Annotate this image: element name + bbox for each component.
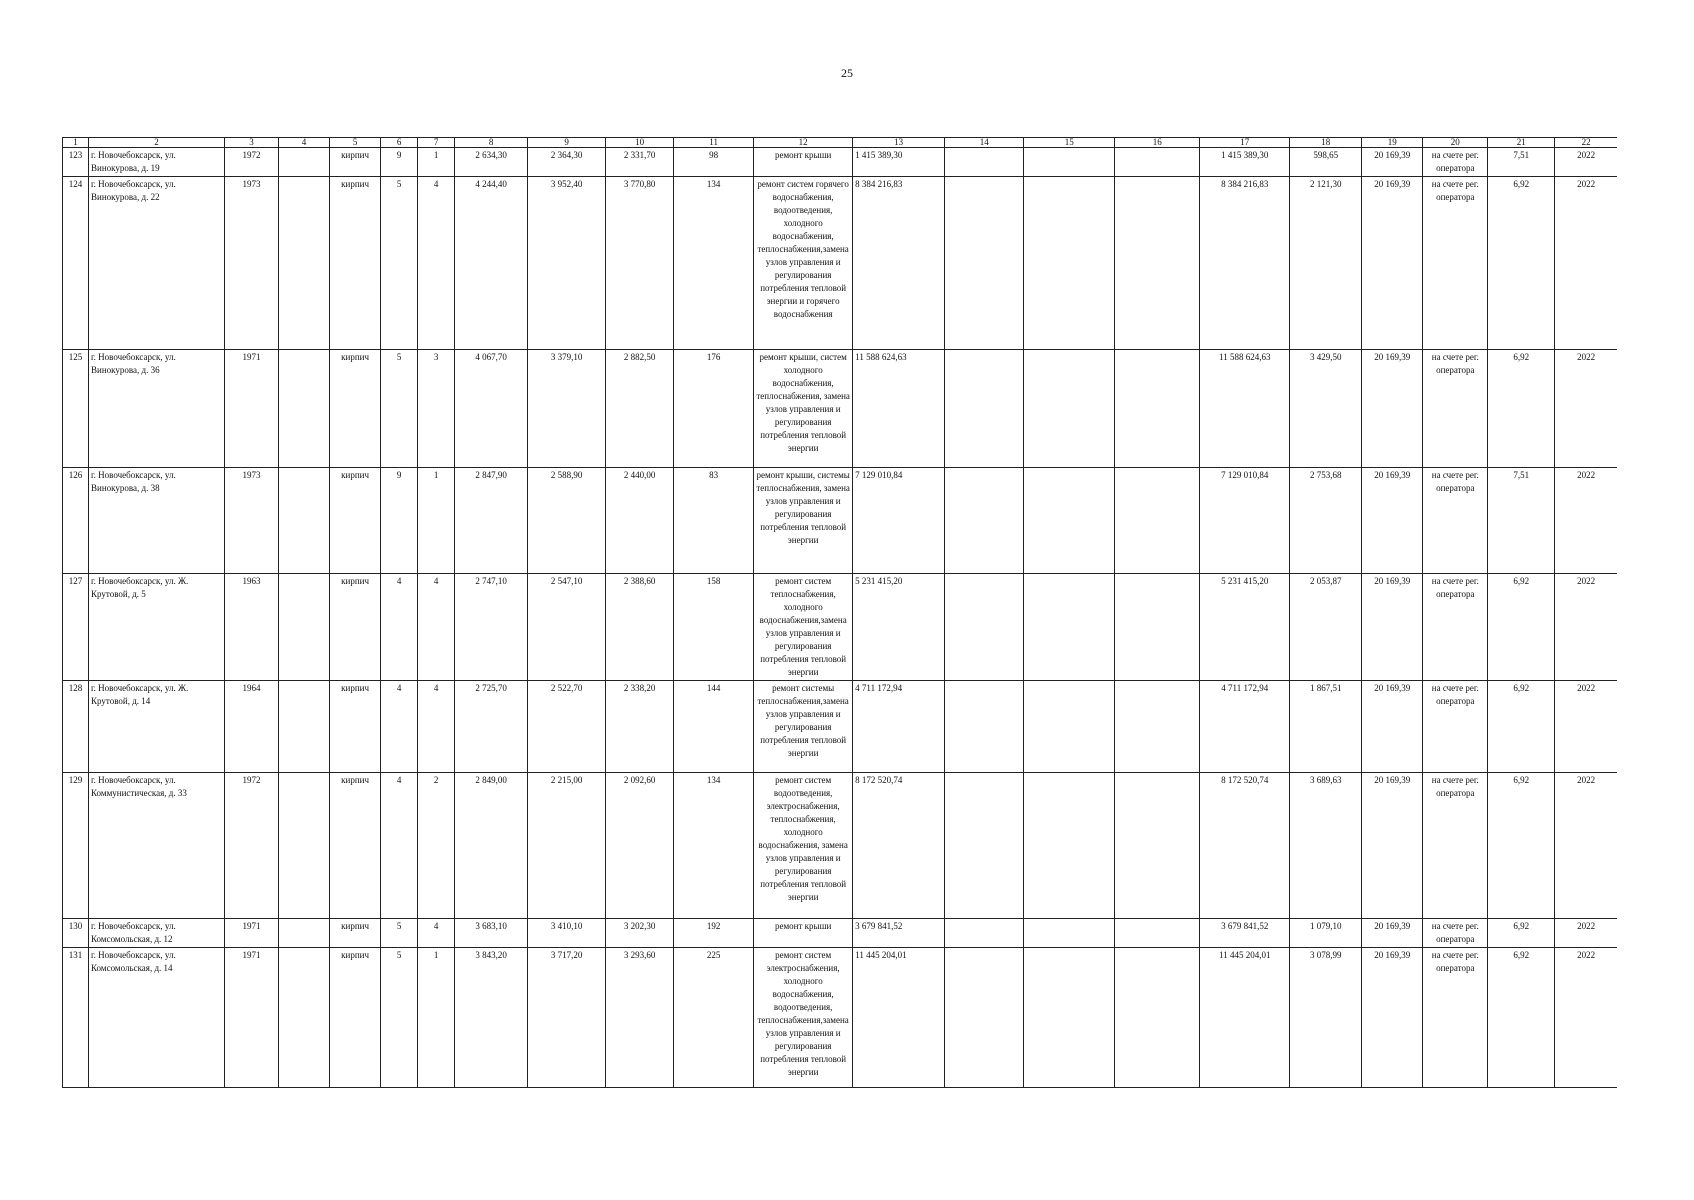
unit-cost-cell: 2 121,30 bbox=[1290, 177, 1362, 350]
wall-material-cell: кирпич bbox=[330, 350, 381, 468]
col16-cell bbox=[1115, 773, 1200, 919]
wall-material-cell: кирпич bbox=[330, 574, 381, 681]
entrances-cell: 2 bbox=[418, 773, 455, 919]
column-number-header: 13 bbox=[853, 138, 945, 148]
column-number-header: 11 bbox=[674, 138, 754, 148]
column-number-header: 10 bbox=[606, 138, 674, 148]
col4-cell bbox=[279, 468, 330, 574]
column-number-header: 9 bbox=[528, 138, 606, 148]
col4-cell bbox=[279, 681, 330, 773]
address-cell: г. Новочебоксарск, ул. Ж. Крутовой, д. 5 bbox=[89, 574, 225, 681]
column-number-header: 6 bbox=[381, 138, 418, 148]
year-built-cell: 1971 bbox=[225, 350, 279, 468]
row-number: 128 bbox=[63, 681, 89, 773]
total-area-cell: 2 847,90 bbox=[455, 468, 528, 574]
rooms-area-cell: 2 364,30 bbox=[528, 148, 606, 177]
column-number-header: 8 bbox=[455, 138, 528, 148]
year-built-cell: 1971 bbox=[225, 948, 279, 1088]
floors-cell: 4 bbox=[381, 574, 418, 681]
year-built-cell: 1972 bbox=[225, 148, 279, 177]
contribution-cell: 6,92 bbox=[1488, 350, 1555, 468]
table-row bbox=[63, 948, 1618, 1088]
col14-cell bbox=[945, 681, 1024, 773]
floors-cell: 5 bbox=[381, 177, 418, 350]
funding-method-cell: на счете рег. оператора bbox=[1423, 574, 1488, 681]
column-number-header: 12 bbox=[754, 138, 853, 148]
col14-cell bbox=[945, 468, 1024, 574]
residential-area-cell: 2 440,00 bbox=[606, 468, 674, 574]
entrances-cell: 1 bbox=[418, 468, 455, 574]
total-cost-cell: 11 588 624,63 bbox=[853, 350, 945, 468]
max-unit-cost-cell: 20 169,39 bbox=[1362, 773, 1423, 919]
total-cost-cell: 8 172 520,74 bbox=[853, 773, 945, 919]
works-description-cell: ремонт систем электроснабжения, холодного водоснабжения, водоотведения, теплоснабжения,замена узлов управления и регулирования потребления тепловой энергии bbox=[754, 948, 853, 1088]
entrances-cell: 4 bbox=[418, 177, 455, 350]
total-area-cell: 2 747,10 bbox=[455, 574, 528, 681]
col17-cost-cell: 11 588 624,63 bbox=[1200, 350, 1290, 468]
row-number: 126 bbox=[63, 468, 89, 574]
works-description-cell: ремонт систем горячего водоснабжения, водоотведения, холодного водоснабжения, теплоснабжения,замена узлов управления и регулирования потребления тепловой энергии и горячего водоснабжения bbox=[754, 177, 853, 350]
col16-cell bbox=[1115, 177, 1200, 350]
total-cost-cell: 4 711 172,94 bbox=[853, 681, 945, 773]
col15-cell bbox=[1024, 148, 1115, 177]
funding-method-cell: на счете рег. оператора bbox=[1423, 148, 1488, 177]
entrances-cell: 1 bbox=[418, 948, 455, 1088]
year-built-cell: 1963 bbox=[225, 574, 279, 681]
planned-year-cell: 2022 bbox=[1555, 773, 1617, 919]
total-area-cell: 2 634,30 bbox=[455, 148, 528, 177]
col4-cell bbox=[279, 773, 330, 919]
col14-cell bbox=[945, 773, 1024, 919]
year-built-cell: 1973 bbox=[225, 468, 279, 574]
residential-area-cell: 2 882,50 bbox=[606, 350, 674, 468]
total-area-cell: 2 849,00 bbox=[455, 773, 528, 919]
residential-area-cell: 2 388,60 bbox=[606, 574, 674, 681]
column-number-header: 18 bbox=[1290, 138, 1362, 148]
rooms-area-cell: 3 952,40 bbox=[528, 177, 606, 350]
floors-cell: 5 bbox=[381, 919, 418, 948]
contribution-cell: 6,92 bbox=[1488, 177, 1555, 350]
max-unit-cost-cell: 20 169,39 bbox=[1362, 350, 1423, 468]
row-number: 123 bbox=[63, 148, 89, 177]
total-area-cell: 4 244,40 bbox=[455, 177, 528, 350]
page-number: 25 bbox=[841, 66, 853, 80]
planned-year-cell: 2022 bbox=[1555, 350, 1617, 468]
wall-material-cell: кирпич bbox=[330, 919, 381, 948]
residents-cell: 192 bbox=[674, 919, 754, 948]
works-description-cell: ремонт крыши bbox=[754, 919, 853, 948]
year-built-cell: 1973 bbox=[225, 177, 279, 350]
contribution-cell: 7,51 bbox=[1488, 148, 1555, 177]
contribution-cell: 6,92 bbox=[1488, 574, 1555, 681]
col4-cell bbox=[279, 574, 330, 681]
column-number-header: 2 bbox=[89, 138, 225, 148]
table-row bbox=[63, 773, 1618, 919]
total-area-cell: 2 725,70 bbox=[455, 681, 528, 773]
col14-cell bbox=[945, 148, 1024, 177]
total-cost-cell: 7 129 010,84 bbox=[853, 468, 945, 574]
residents-cell: 158 bbox=[674, 574, 754, 681]
rooms-area-cell: 2 522,70 bbox=[528, 681, 606, 773]
entrances-cell: 4 bbox=[418, 681, 455, 773]
works-description-cell: ремонт системы теплоснабжения,замена узлов управления и регулирования потребления тепловой энергии bbox=[754, 681, 853, 773]
funding-method-cell: на счете рег. оператора bbox=[1423, 468, 1488, 574]
works-description-cell: ремонт крыши, систем холодного водоснабжения, теплоснабжения, замена узлов управления и регулирования потребления тепловой энергии bbox=[754, 350, 853, 468]
planned-year-cell: 2022 bbox=[1555, 574, 1617, 681]
column-number-header: 15 bbox=[1024, 138, 1115, 148]
column-number-header: 16 bbox=[1115, 138, 1200, 148]
residents-cell: 134 bbox=[674, 773, 754, 919]
max-unit-cost-cell: 20 169,39 bbox=[1362, 574, 1423, 681]
floors-cell: 4 bbox=[381, 773, 418, 919]
max-unit-cost-cell: 20 169,39 bbox=[1362, 919, 1423, 948]
row-number: 125 bbox=[63, 350, 89, 468]
works-description-cell: ремонт крыши bbox=[754, 148, 853, 177]
residents-cell: 176 bbox=[674, 350, 754, 468]
table-row bbox=[63, 574, 1618, 681]
column-number-header: 17 bbox=[1200, 138, 1290, 148]
max-unit-cost-cell: 20 169,39 bbox=[1362, 177, 1423, 350]
rooms-area-cell: 3 379,10 bbox=[528, 350, 606, 468]
residential-area-cell: 2 338,20 bbox=[606, 681, 674, 773]
address-cell: г. Новочебоксарск, ул. Комсомольская, д. 14 bbox=[89, 948, 225, 1088]
funding-method-cell: на счете рег. оператора bbox=[1423, 177, 1488, 350]
floors-cell: 9 bbox=[381, 468, 418, 574]
works-description-cell: ремонт систем водоотведения, электроснабжения, теплоснабжения, холодного водоснабжения, замена узлов управления и регулирования потребления тепловой энергии bbox=[754, 773, 853, 919]
rooms-area-cell: 2 588,90 bbox=[528, 468, 606, 574]
total-cost-cell: 1 415 389,30 bbox=[853, 148, 945, 177]
planned-year-cell: 2022 bbox=[1555, 177, 1617, 350]
column-number-header: 3 bbox=[225, 138, 279, 148]
entrances-cell: 4 bbox=[418, 919, 455, 948]
column-number-header: 20 bbox=[1423, 138, 1488, 148]
funding-method-cell: на счете рег. оператора bbox=[1423, 948, 1488, 1088]
planned-year-cell: 2022 bbox=[1555, 948, 1617, 1088]
rooms-area-cell: 2 215,00 bbox=[528, 773, 606, 919]
address-cell: г. Новочебоксарск, ул. Комсомольская, д. 12 bbox=[89, 919, 225, 948]
col17-cost-cell: 5 231 415,20 bbox=[1200, 574, 1290, 681]
total-area-cell: 4 067,70 bbox=[455, 350, 528, 468]
col4-cell bbox=[279, 948, 330, 1088]
col14-cell bbox=[945, 574, 1024, 681]
col16-cell bbox=[1115, 468, 1200, 574]
row-number: 124 bbox=[63, 177, 89, 350]
rooms-area-cell: 3 717,20 bbox=[528, 948, 606, 1088]
max-unit-cost-cell: 20 169,39 bbox=[1362, 681, 1423, 773]
residents-cell: 134 bbox=[674, 177, 754, 350]
address-cell: г. Новочебоксарск, ул. Коммунистическая, д. 33 bbox=[89, 773, 225, 919]
column-number-header: 14 bbox=[945, 138, 1024, 148]
unit-cost-cell: 3 429,50 bbox=[1290, 350, 1362, 468]
row-number: 131 bbox=[63, 948, 89, 1088]
address-cell: г. Новочебоксарск, ул. Винокурова, д. 38 bbox=[89, 468, 225, 574]
unit-cost-cell: 598,65 bbox=[1290, 148, 1362, 177]
row-number: 129 bbox=[63, 773, 89, 919]
col4-cell bbox=[279, 177, 330, 350]
table-row bbox=[63, 681, 1618, 773]
col17-cost-cell: 7 129 010,84 bbox=[1200, 468, 1290, 574]
col14-cell bbox=[945, 177, 1024, 350]
floors-cell: 5 bbox=[381, 948, 418, 1088]
table-row bbox=[63, 350, 1618, 468]
address-cell: г. Новочебоксарск, ул. Винокурова, д. 22 bbox=[89, 177, 225, 350]
works-description-cell: ремонт крыши, системы теплоснабжения, замена узлов управления и регулирования потребления тепловой энергии bbox=[754, 468, 853, 574]
column-number-header: 4 bbox=[279, 138, 330, 148]
residents-cell: 225 bbox=[674, 948, 754, 1088]
column-number-header: 21 bbox=[1488, 138, 1555, 148]
year-built-cell: 1972 bbox=[225, 773, 279, 919]
contribution-cell: 6,92 bbox=[1488, 948, 1555, 1088]
wall-material-cell: кирпич bbox=[330, 148, 381, 177]
unit-cost-cell: 1 079,10 bbox=[1290, 919, 1362, 948]
row-number: 127 bbox=[63, 574, 89, 681]
unit-cost-cell: 3 078,99 bbox=[1290, 948, 1362, 1088]
entrances-cell: 1 bbox=[418, 148, 455, 177]
floors-cell: 9 bbox=[381, 148, 418, 177]
contribution-cell: 6,92 bbox=[1488, 773, 1555, 919]
residential-area-cell: 2 092,60 bbox=[606, 773, 674, 919]
column-number-header: 22 bbox=[1555, 138, 1617, 148]
col15-cell bbox=[1024, 177, 1115, 350]
address-cell: г. Новочебоксарск, ул. Ж. Крутовой, д. 14 bbox=[89, 681, 225, 773]
wall-material-cell: кирпич bbox=[330, 681, 381, 773]
col15-cell bbox=[1024, 468, 1115, 574]
table-row bbox=[63, 919, 1618, 948]
col14-cell bbox=[945, 350, 1024, 468]
residents-cell: 83 bbox=[674, 468, 754, 574]
col15-cell bbox=[1024, 681, 1115, 773]
col4-cell bbox=[279, 919, 330, 948]
residential-area-cell: 2 331,70 bbox=[606, 148, 674, 177]
col4-cell bbox=[279, 148, 330, 177]
rooms-area-cell: 3 410,10 bbox=[528, 919, 606, 948]
entrances-cell: 3 bbox=[418, 350, 455, 468]
col15-cell bbox=[1024, 574, 1115, 681]
table-row bbox=[63, 468, 1618, 574]
floors-cell: 4 bbox=[381, 681, 418, 773]
funding-method-cell: на счете рег. оператора bbox=[1423, 773, 1488, 919]
col17-cost-cell: 8 172 520,74 bbox=[1200, 773, 1290, 919]
funding-method-cell: на счете рег. оператора bbox=[1423, 919, 1488, 948]
capital-repair-table bbox=[62, 137, 1617, 1088]
rooms-area-cell: 2 547,10 bbox=[528, 574, 606, 681]
residents-cell: 144 bbox=[674, 681, 754, 773]
total-cost-cell: 3 679 841,52 bbox=[853, 919, 945, 948]
unit-cost-cell: 2 753,68 bbox=[1290, 468, 1362, 574]
col15-cell bbox=[1024, 773, 1115, 919]
unit-cost-cell: 2 053,87 bbox=[1290, 574, 1362, 681]
works-description-cell: ремонт систем теплоснабжения, холодного водоснабжения,замена узлов управления и регулирования потребления тепловой энергии bbox=[754, 574, 853, 681]
address-cell: г. Новочебоксарск, ул. Винокурова, д. 36 bbox=[89, 350, 225, 468]
funding-method-cell: на счете рег. оператора bbox=[1423, 350, 1488, 468]
col14-cell bbox=[945, 919, 1024, 948]
wall-material-cell: кирпич bbox=[330, 948, 381, 1088]
col15-cell bbox=[1024, 919, 1115, 948]
total-cost-cell: 11 445 204,01 bbox=[853, 948, 945, 1088]
planned-year-cell: 2022 bbox=[1555, 681, 1617, 773]
col17-cost-cell: 11 445 204,01 bbox=[1200, 948, 1290, 1088]
residential-area-cell: 3 293,60 bbox=[606, 948, 674, 1088]
max-unit-cost-cell: 20 169,39 bbox=[1362, 948, 1423, 1088]
total-cost-cell: 8 384 216,83 bbox=[853, 177, 945, 350]
column-number-header: 1 bbox=[63, 138, 89, 148]
residential-area-cell: 3 770,80 bbox=[606, 177, 674, 350]
total-cost-cell: 5 231 415,20 bbox=[853, 574, 945, 681]
residents-cell: 98 bbox=[674, 148, 754, 177]
col16-cell bbox=[1115, 148, 1200, 177]
table-row bbox=[63, 177, 1618, 350]
planned-year-cell: 2022 bbox=[1555, 148, 1617, 177]
table-body bbox=[63, 148, 1618, 1088]
column-number-header: 7 bbox=[418, 138, 455, 148]
col16-cell bbox=[1115, 574, 1200, 681]
col15-cell bbox=[1024, 350, 1115, 468]
column-number-header: 19 bbox=[1362, 138, 1423, 148]
residential-area-cell: 3 202,30 bbox=[606, 919, 674, 948]
unit-cost-cell: 3 689,63 bbox=[1290, 773, 1362, 919]
col16-cell bbox=[1115, 919, 1200, 948]
year-built-cell: 1964 bbox=[225, 681, 279, 773]
table-row bbox=[63, 148, 1618, 177]
floors-cell: 5 bbox=[381, 350, 418, 468]
col16-cell bbox=[1115, 681, 1200, 773]
column-number-row bbox=[63, 138, 1618, 148]
wall-material-cell: кирпич bbox=[330, 773, 381, 919]
contribution-cell: 6,92 bbox=[1488, 681, 1555, 773]
total-area-cell: 3 843,20 bbox=[455, 948, 528, 1088]
col17-cost-cell: 3 679 841,52 bbox=[1200, 919, 1290, 948]
entrances-cell: 4 bbox=[418, 574, 455, 681]
col4-cell bbox=[279, 350, 330, 468]
contribution-cell: 6,92 bbox=[1488, 919, 1555, 948]
planned-year-cell: 2022 bbox=[1555, 919, 1617, 948]
address-cell: г. Новочебоксарск, ул. Винокурова, д. 19 bbox=[89, 148, 225, 177]
max-unit-cost-cell: 20 169,39 bbox=[1362, 148, 1423, 177]
col17-cost-cell: 4 711 172,94 bbox=[1200, 681, 1290, 773]
funding-method-cell: на счете рег. оператора bbox=[1423, 681, 1488, 773]
col16-cell bbox=[1115, 948, 1200, 1088]
col14-cell bbox=[945, 948, 1024, 1088]
total-area-cell: 3 683,10 bbox=[455, 919, 528, 948]
contribution-cell: 7,51 bbox=[1488, 468, 1555, 574]
unit-cost-cell: 1 867,51 bbox=[1290, 681, 1362, 773]
column-number-header: 5 bbox=[330, 138, 381, 148]
year-built-cell: 1971 bbox=[225, 919, 279, 948]
col17-cost-cell: 8 384 216,83 bbox=[1200, 177, 1290, 350]
planned-year-cell: 2022 bbox=[1555, 468, 1617, 574]
col16-cell bbox=[1115, 350, 1200, 468]
col17-cost-cell: 1 415 389,30 bbox=[1200, 148, 1290, 177]
wall-material-cell: кирпич bbox=[330, 468, 381, 574]
row-number: 130 bbox=[63, 919, 89, 948]
max-unit-cost-cell: 20 169,39 bbox=[1362, 468, 1423, 574]
col15-cell bbox=[1024, 948, 1115, 1088]
wall-material-cell: кирпич bbox=[330, 177, 381, 350]
